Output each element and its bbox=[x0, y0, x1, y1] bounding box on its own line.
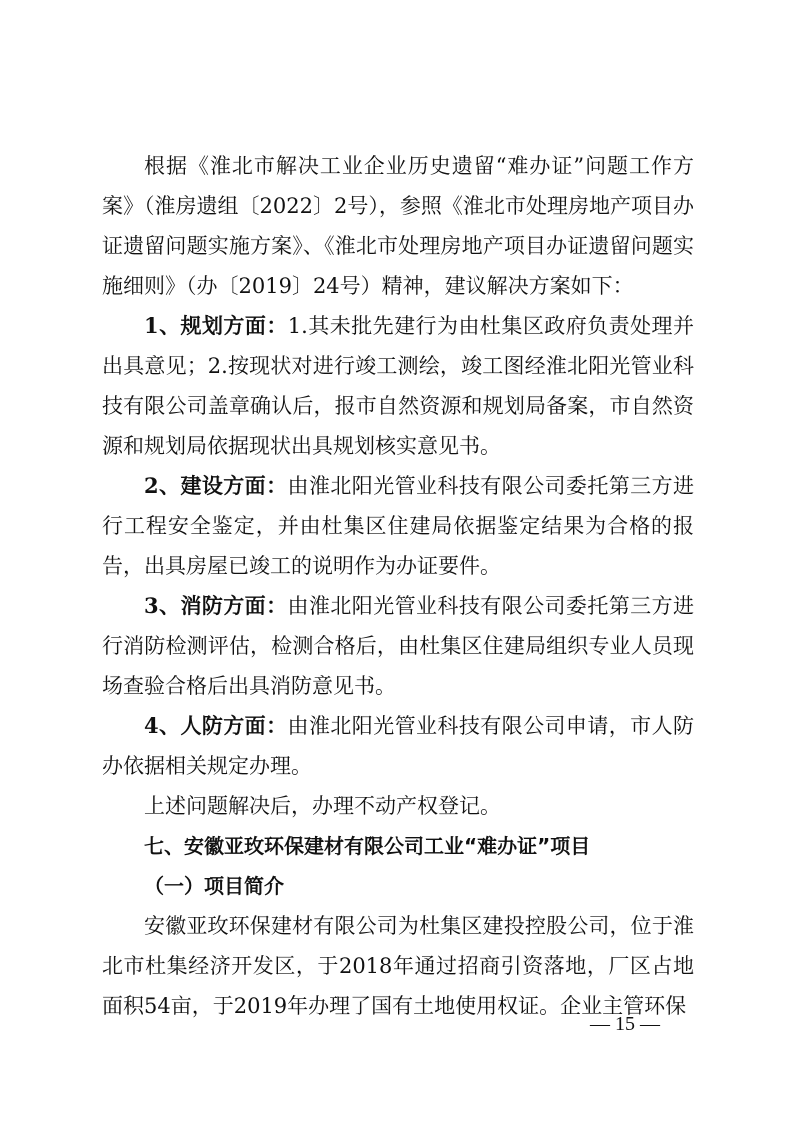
paragraph-text: 由淮北阳光管业科技有限公司申请，市人防办依据相关规定办理。 bbox=[102, 714, 694, 778]
subsection-heading: （一）项目简介 bbox=[144, 874, 284, 898]
paragraph-construction bbox=[102, 466, 694, 586]
paragraph-intro bbox=[102, 906, 694, 1026]
paragraph-text: 1.其未批先建行为由杜集区政府负责处理并出具意见；2.按现状对进行竣工测绘，竣工图经淮北阳光管业科技有限公司盖章确认后，报市自然资源和规划局备案，市自然资源和规划局依据现状出具规划核实意见书。 bbox=[102, 314, 694, 458]
section-heading: 七、安徽亚玫环保建材有限公司工业“难办证”项目 bbox=[144, 834, 591, 858]
page-number: — 15 — bbox=[590, 1013, 660, 1035]
paragraph-lead: 3、消防方面： bbox=[144, 593, 288, 618]
paragraph-lead: 2、建设方面： bbox=[144, 473, 288, 498]
paragraph-text: 由淮北阳光管业科技有限公司委托第三方进行工程安全鉴定，并由杜集区住建局依据鉴定结果为合格的报告，出具房屋已竣工的说明作为办证要件。 bbox=[102, 474, 694, 578]
paragraph-planning bbox=[102, 306, 694, 466]
paragraph-fire bbox=[102, 586, 694, 706]
paragraph-conclusion bbox=[102, 786, 694, 826]
paragraph-civil-defense bbox=[102, 706, 694, 786]
paragraph-lead: 4、人防方面： bbox=[144, 713, 288, 738]
paragraph-lead: 1、规划方面： bbox=[144, 313, 288, 338]
paragraph-basis bbox=[102, 146, 694, 306]
paragraph-text: 安徽亚玫环保建材有限公司为杜集区建投控股公司，位于淮北市杜集经济开发区，于2018年通过招商引资落地，厂区占地面积54亩，于2019年办理了国有土地使用权证。企业主管环保 bbox=[102, 914, 694, 1018]
paragraph-text: 根据《淮北市解决工业企业历史遗留“难办证”问题工作方案》（淮房遗组〔2022〕2号），参照《淮北市处理房地产项目办证遗留问题实施方案》、《淮北市处理房地产项目办证遗留问题实施细则》（办〔2019〕24号）精神，建议解决方案如下： bbox=[102, 154, 694, 298]
paragraph-text: 由淮北阳光管业科技有限公司委托第三方进行消防检测评估，检测合格后，由杜集区住建局组织专业人员现场查验合格后出具消防意见书。 bbox=[102, 594, 694, 698]
paragraph-text: 上述问题解决后，办理不动产权登记。 bbox=[144, 794, 501, 818]
